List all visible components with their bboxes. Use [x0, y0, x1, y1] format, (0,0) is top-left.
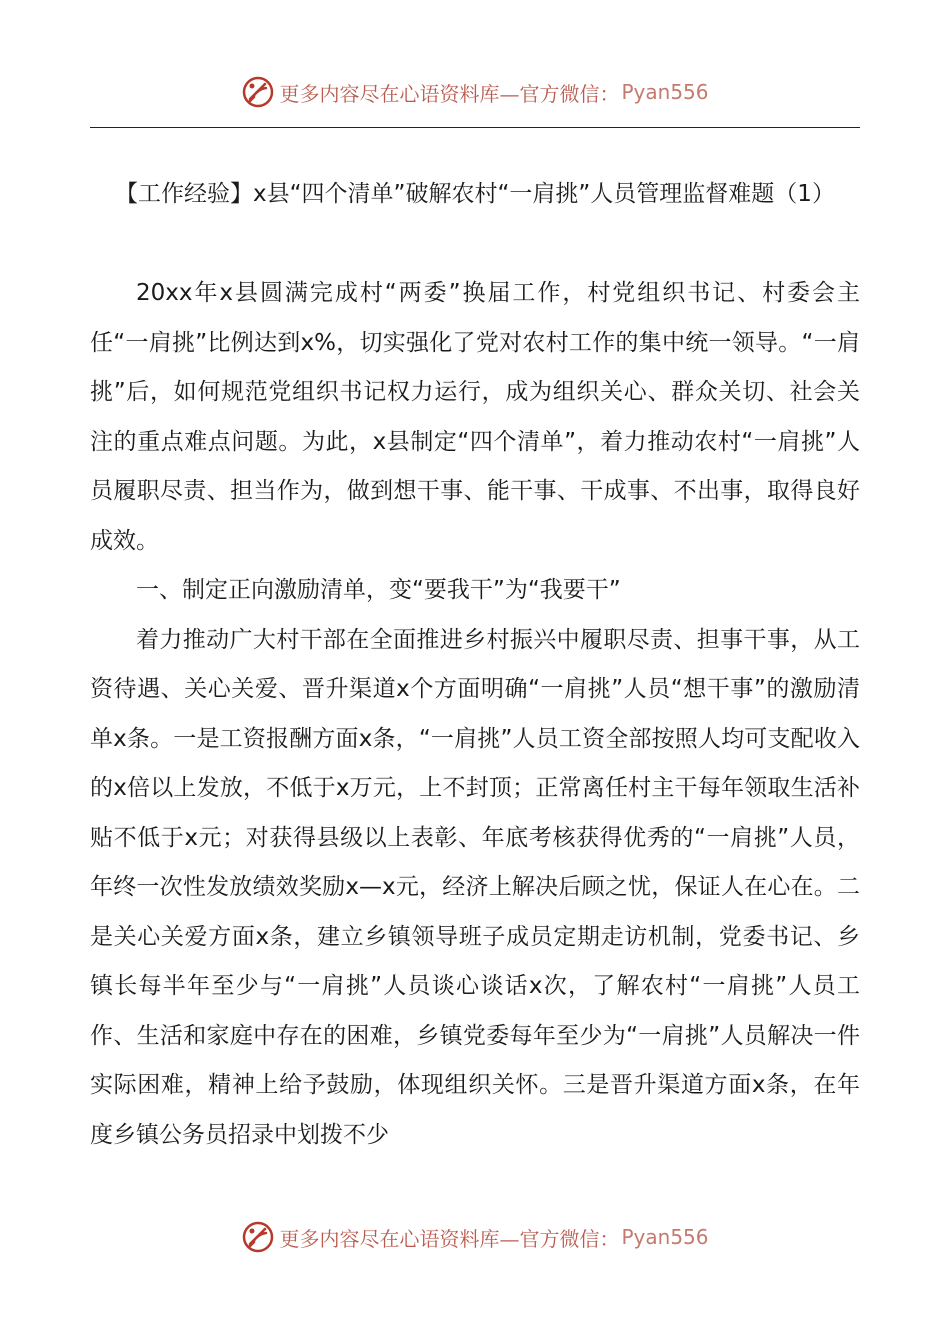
seal-logo-icon — [241, 1220, 275, 1254]
wechat-id: Pyan556 — [621, 1225, 709, 1249]
banner-text: 更多内容尽在心语资料库—官方微信： — [279, 1226, 620, 1251]
header-banner — [0, 70, 950, 114]
footer-banner — [0, 1215, 950, 1259]
paragraph-section-1: 着力推动广大村干部在全面推进乡村振兴中履职尽责、担事干事，从工资待遇、关心关爱、晋升渠道x个方面明确“一肩挑”人员“想干事”的激励清单x条。一是工资报酬方面x条，“一肩挑”人员工资全部按照人均可支配收入的x倍以上发放，不低于x万元，上不封顶；正常离任村主干每年领取生活补贴不低于x元；对获得县级以上表彰、年底考核获得优秀的“一肩挑”人员，年终一次性发放绩效奖励x—x元，经济上解决后顾之忧，保证人在心在。二是关心关爱方面x条，建立乡镇领导班子成员定期走访机制，党委书记、乡镇长每半年至少与“一肩挑”人员谈心谈话x次，了解农村“一肩挑”人员工作、生活和家庭中存在的困难，乡镇党委每年至少为“一肩挑”人员解决一件实际困难，精神上给予鼓励，体现组织关怀。三是晋升渠道方面x条，在年度乡镇公务员招录中划拨不少 — [90, 626, 860, 1148]
seal-logo-icon — [241, 75, 275, 109]
document-title: 【工作经验】x县“四个清单”破解农村“一肩挑”人员管理监督难题（1） — [115, 181, 835, 207]
header-divider — [90, 127, 860, 128]
banner-text: 更多内容尽在心语资料库—官方微信： — [279, 81, 620, 106]
paragraph-intro: 20xx年x县圆满完成村“两委”换届工作，村党组织书记、村委会主任“一肩挑”比例达到x%，切实强化了党对农村工作的集中统一领导。“一肩挑”后，如何规范党组织书记权力运行，成为组织关心、群众关切、社会关注的重点难点问题。为此，x县制定“四个清单”，着力推动农村“一肩挑”人员履职尽责、担当作为，做到想干事、能干事、干成事、不出事，取得良好成效。 — [90, 280, 860, 554]
section-heading-1: 一、制定正向激励清单，变“要我干”为“我要干” — [136, 577, 621, 603]
wechat-id: Pyan556 — [621, 80, 709, 104]
document-body — [90, 170, 860, 1210]
